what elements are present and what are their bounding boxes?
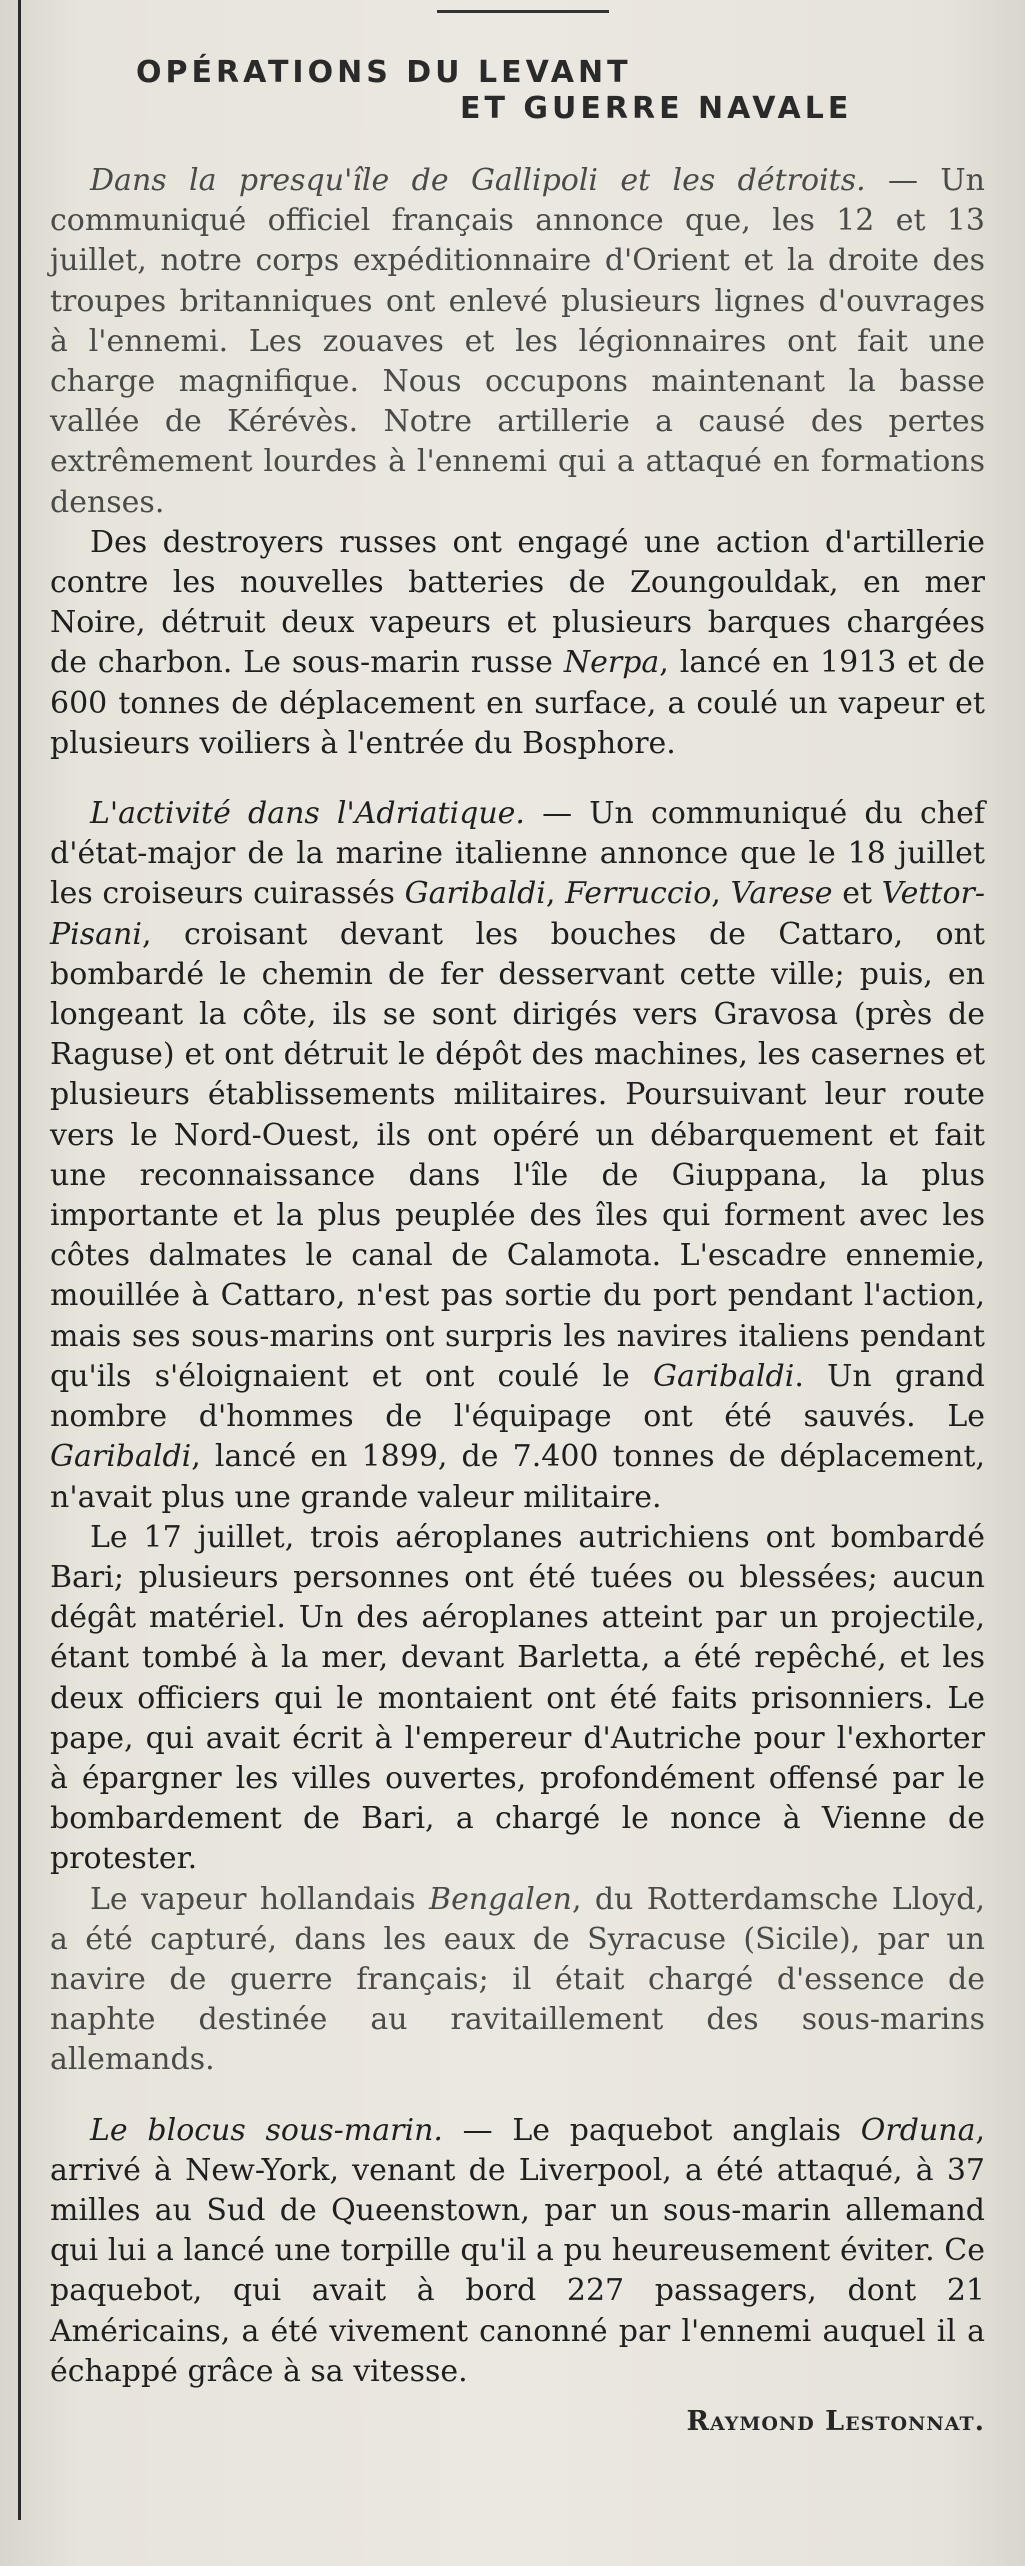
blockade-text-a: — Le paquebot anglais — [442, 2112, 861, 2148]
article-title — [50, 55, 985, 127]
title-line-2: ET GUERRE NAVALE — [460, 91, 853, 126]
ship-name-ferruccio: Ferruccio — [565, 876, 712, 912]
ship-name-varese: Varese — [730, 876, 833, 912]
gallipoli-lead: Dans la presqu'île de Gallipoli et les détroits. — [90, 163, 866, 198]
adriatic-text-b: , croisant devant les bouches de Cattaro, ont bombardé le chemin de fer desservant cette ville; puis, en longeant la côte, ils se sont dirigés vers Gravosa (près de Raguse) et ont détruit le dépôt des machines, les casernes et plusieurs établissements militaires. Poursuivant leur route vers le Nord-Ouest, ils ont opéré un débarquement et fait une reconnaissance dans l'île de Giuppana, la plus importante et la plus peuplée des îles qui forment avec les côtes dalmates le canal de Calamota. L'escadre ennemie, mouillée à Cattaro, n'est pas sortie du port pendant l'action, mais ses sous-marins ont surpris les navires italiens pendant qu'ils s'éloignaient et ont coulé le — [50, 916, 985, 1394]
separator: , — [711, 876, 731, 912]
separator: et — [832, 876, 882, 912]
bengalen-text-b: , du Rotterdamsche Lloyd, a été capturé, dans les eaux de Syracuse (Sicile), par un navire de guerre français; il était chargé d'essence de naphte destinée au ravitaillement des sous-marins allemands. — [50, 1881, 985, 2078]
ship-name-garibaldi-3: Garibaldi — [50, 1439, 192, 1475]
blockade-text-b: , arrivé à New-York, venant de Liverpool, a été attaqué, à 37 milles au Sud de Queenstown, par un sous-marin allemand qui lui a lancé une torpille qu'il a pu heureusement éviter. Ce paquebot, qui avait à bord 227 passagers, dont 21 Américains, a été vivement canonné par l'ennemi auquel il a échappé grâce à sa vitesse. — [50, 2112, 985, 2389]
title-line-1: OPÉRATIONS DU LEVANT — [136, 55, 632, 90]
ship-name-nerpa: Nerpa — [563, 645, 660, 681]
author-signature: Raymond Lestonnat. — [686, 2405, 985, 2437]
adriatic-paragraph — [50, 794, 985, 1518]
ship-name-garibaldi: Garibaldi — [404, 876, 546, 912]
destroyers-text-a: Des destroyers russes ont engagé une action d'artillerie contre les nouvelles batteries de Zoungouldak, en mer Noire, détruit deux vapeurs et plusieurs barques chargées de charbon. Le sous-marin russe — [50, 524, 985, 681]
ship-name-garibaldi-2: Garibaldi — [653, 1358, 795, 1394]
bari-paragraph — [50, 1518, 985, 1880]
bengalen-paragraph — [50, 1880, 985, 2081]
adriatic-text-d: , lancé en 1899, de 7.400 tonnes de déplacement, n'avait plus une grande valeur militaire. — [50, 1439, 985, 1515]
gallipoli-paragraph — [50, 161, 985, 523]
adriatic-lead: L'activité dans l'Adriatique. — [90, 796, 525, 832]
russian-destroyers-paragraph — [50, 523, 985, 764]
left-column-rule — [18, 0, 21, 2520]
blockade-lead: Le blocus sous-marin. — [90, 2112, 443, 2148]
blockade-paragraph — [50, 2111, 985, 2392]
bari-text: Le 17 juillet, trois aéroplanes autrichiens ont bombardé Bari; plusieurs personnes ont été tuées ou blessées; aucun dégât matériel. Un des aéroplanes atteint par un projectile, étant tombé à la mer, devant Barletta, a été repêché, et les deux officiers qui le montaient ont été faits prisonniers. Le pape, qui avait écrit à l'empereur d'Autriche pour l'exhorter à épargner les villes ouvertes, profondément offensé par le bombardement de Bari, a chargé le nonce à Vienne de protester. — [50, 1519, 985, 1877]
adriatic-text-a: — Un communiqué du chef d'état-major de la marine italienne annonce que le 18 juillet les croiseurs cuirassés — [50, 796, 985, 912]
gallipoli-text: — Un communiqué officiel français annonce que, les 12 et 13 juillet, notre corps expéditionnaire d'Orient et la droite des troupes britanniques ont enlevé plusieurs lignes d'ouvrages à l'ennemi. Les zouaves et les légionnaires ont fait une charge magnifique. Nous occupons maintenant la basse vallée de Kérévès. Notre artillerie a causé des pertes extrêmement lourdes à l'ennemi qui a attaqué en formations denses. — [50, 163, 985, 520]
ship-name-orduna: Orduna — [860, 2112, 976, 2148]
top-separator-rule — [437, 10, 609, 13]
article-column — [50, 55, 985, 2437]
ship-name-vettor-pisani: Vettor-Pisani — [50, 876, 985, 952]
ship-name-bengalen: Bengalen — [429, 1881, 572, 1917]
bengalen-text-a: Le vapeur hollandais — [90, 1881, 430, 1917]
separator: , — [545, 876, 566, 912]
destroyers-text-b: , lancé en 1913 et de 600 tonnes de déplacement en surface, a coulé un vapeur et plusieurs voiliers à l'entrée du Bosphore. — [50, 645, 985, 761]
adriatic-text-c: . Un grand nombre d'hommes de l'équipage ont été sauvés. Le — [50, 1358, 985, 1435]
